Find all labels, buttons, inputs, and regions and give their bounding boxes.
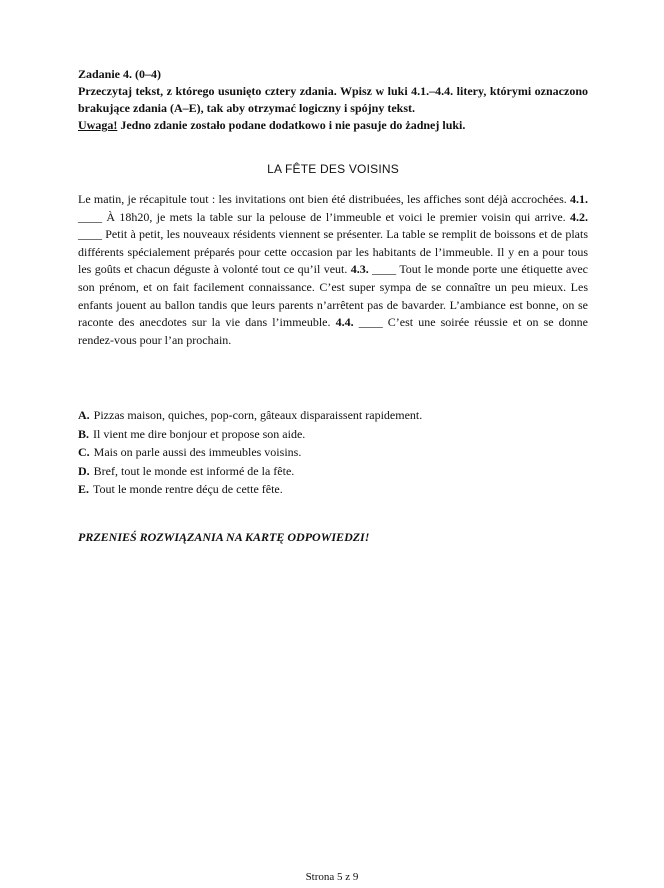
option-b (78, 425, 588, 444)
transfer-note: PRZENIEŚ ROZWIĄZANIA NA KARTĘ ODPOWIEDZI! (78, 530, 370, 544)
passage-segment-2: À 18h20, je mets la table sur la pelouse de l’immeuble et voici le premier voisin qui arrive. (106, 209, 571, 224)
gap-4-4-label: 4.4. (335, 315, 354, 330)
passage-segment-3: Petit à petit, les nouveaux résidents viennent se présenter. La table se remplit de boissons et de plats différents spécialement préparés pour cette occasion par les habitants de l’immeuble. Il y en a pour tous les goûts et chacun déguste à volonté tout ce qu’il veut. (78, 227, 589, 277)
passage-segment-5: C’est une soirée réussie et on se donne rendez-vous pour l’an prochain. (78, 315, 588, 347)
text-title: LA FÊTE DES VOISINS (267, 162, 399, 176)
option-text: Tout le monde rentre déçu de cette fête. (93, 482, 283, 496)
option-text: Mais on parle aussi des immeubles voisins. (93, 445, 302, 459)
option-letter: D. (78, 463, 90, 478)
instruction-text: Przeczytaj tekst, z którego usunięto cztery zdania. Wpisz w luki 4.1.–4.4. litery, którymi oznaczono brakujące zdania (A–E), tak aby otrzymać logiczny i spójny tekst. (78, 84, 588, 115)
option-text: Bref, tout le monde est informé de la fête. (93, 463, 295, 478)
passage-segment-1: Le matin, je récapitule tout : les invitations ont bien été distribuées, les affiches sont déjà accrochées. (78, 192, 570, 206)
option-a (78, 406, 588, 425)
gap-4-2-blank[interactable]: ____ (78, 227, 106, 242)
answer-options (78, 406, 588, 499)
option-letter: E. (78, 482, 90, 496)
option-letter: A. (78, 408, 90, 422)
gap-4-4-blank[interactable]: ____ (353, 315, 388, 330)
gap-4-2-label: 4.2. (570, 209, 589, 224)
gap-4-3-blank[interactable]: ____ (368, 262, 400, 277)
gap-4-3-label: 4.3. (350, 262, 369, 277)
task-header: Zadanie 4. (0–4) (78, 67, 162, 81)
gap-4-1-label: 4.1. (570, 192, 588, 206)
uwaga-label: Uwaga! (78, 118, 118, 132)
option-letter: C. (78, 445, 90, 459)
uwaga-text: Jedno zdanie zostało podane dodatkowo i nie pasuje do żadnej luki. (117, 118, 466, 132)
reading-passage (78, 191, 588, 349)
option-e (78, 480, 588, 499)
option-d (78, 462, 588, 481)
option-text: Il vient me dire bonjour et propose son aide. (93, 426, 306, 441)
page-footer: Strona 5 z 9 (305, 871, 359, 883)
passage-segment-4: Tout le monde porte une étiquette avec son prénom, et on fait facilement connaissance. C’est super sympa de se connaître un peu mieux. Les enfants jouent au ballon tandis que leurs parents n’arrêtent pas de bavarder. L’ambiance est bonne, on se raconte des anecdotes sur la vie dans l’immeuble. (78, 262, 589, 330)
option-text: Pizzas maison, quiches, pop-corn, gâteaux disparaissent rapidement. (93, 408, 423, 422)
gap-4-1-blank[interactable]: ____ (78, 209, 107, 224)
exam-page (78, 66, 589, 544)
task-instruction (78, 83, 588, 134)
option-letter: B. (78, 426, 90, 441)
option-c (78, 443, 588, 462)
